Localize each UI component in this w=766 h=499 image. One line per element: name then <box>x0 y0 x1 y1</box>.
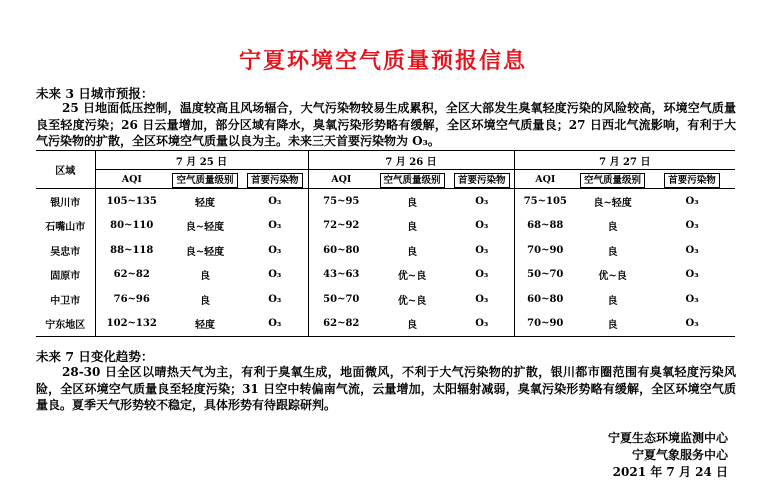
aqi-cell: 62~82 <box>95 263 168 288</box>
table-row <box>36 189 735 214</box>
pollutant-cell: O₃ <box>450 312 514 337</box>
air-quality-table <box>36 150 735 337</box>
signature-date: 2021 年 7 月 24 日 <box>612 465 728 479</box>
pollutant-cell: O₃ <box>475 293 489 305</box>
pollutant-cell: O₃ <box>475 195 489 207</box>
trend-7day-heading: 未来 7 日变化趋势： <box>36 349 154 364</box>
level-cell: 良~轻度 <box>185 246 225 258</box>
level-cell: 优~良 <box>598 271 627 283</box>
region-header: 区域 <box>36 151 95 189</box>
level-cell: 轻度 <box>168 312 242 337</box>
level-cell: 良 <box>407 222 418 234</box>
pollutant-cell: O₃ <box>242 312 308 337</box>
region-cell: 中卫市 <box>50 295 81 307</box>
day-header: 7 月 27 日 <box>514 151 735 170</box>
aqi-cell: 102~132 <box>95 312 168 337</box>
aqi-cell: 80~110 <box>95 214 168 239</box>
aqi-cell: 70~90 <box>514 312 576 337</box>
aqi-cell: 60~80 <box>308 238 374 263</box>
level-cell: 轻度 <box>195 197 215 209</box>
table-row <box>36 287 735 312</box>
table-row <box>36 263 735 288</box>
level-cell: 良 <box>607 246 618 258</box>
signature-org-meteorology: 宁夏气象服务中心 <box>631 448 728 462</box>
aqi-cell: 75~95 <box>308 189 374 214</box>
table-row <box>36 238 735 263</box>
level-cell: 良~轻度 <box>185 222 225 234</box>
forecast-3day-heading: 未来 3 日城市预报： <box>36 86 154 101</box>
pollutant-cell: O₃ <box>268 269 282 281</box>
table-row <box>36 214 735 239</box>
pollutant-header: 首要污染物 <box>649 170 735 189</box>
signature-org-monitoring: 宁夏生态环境监测中心 <box>607 431 728 445</box>
aqi-header: AQI <box>95 170 168 189</box>
level-cell: 良 <box>200 295 210 307</box>
pollutant-cell: O₃ <box>268 293 282 305</box>
pollutant-cell: O₃ <box>268 220 282 232</box>
region-cell: 银川市 <box>50 197 81 209</box>
day-header: 7 月 25 日 <box>95 151 308 170</box>
region-cell: 固原市 <box>50 271 81 283</box>
pollutant-header: 首要污染物 <box>242 170 308 189</box>
level-cell: 良 <box>607 295 618 307</box>
level-cell: 良~轻度 <box>593 197 632 209</box>
pollutant-cell: O₃ <box>475 244 489 256</box>
level-cell: 良 <box>407 246 418 258</box>
aqi-cell: 88~118 <box>95 238 168 263</box>
pollutant-cell: O₃ <box>268 195 282 207</box>
aqi-cell: 50~70 <box>308 287 374 312</box>
level-cell: 优~良 <box>397 295 427 307</box>
region-cell: 宁东地区 <box>36 312 95 337</box>
pollutant-cell: O₃ <box>649 312 735 337</box>
aqi-cell: 105~135 <box>95 189 168 214</box>
aqi-cell: 70~90 <box>514 238 576 263</box>
level-cell: 良 <box>576 312 649 337</box>
aqi-cell: 50~70 <box>514 263 576 288</box>
level-cell: 良 <box>200 271 210 283</box>
aqi-cell: 62~82 <box>308 312 374 337</box>
aqi-cell: 76~96 <box>95 287 168 312</box>
level-header: 空气质量级别 <box>576 170 649 189</box>
region-cell: 吴忠市 <box>50 246 81 258</box>
level-cell: 良 <box>607 222 618 234</box>
pollutant-cell: O₃ <box>685 220 699 232</box>
page-title: 宁夏环境空气质量预报信息 <box>238 48 527 74</box>
pollutant-cell: O₃ <box>685 269 699 281</box>
aqi-cell: 68~88 <box>514 214 576 239</box>
pollutant-cell: O₃ <box>268 244 282 256</box>
aqi-header: AQI <box>308 170 374 189</box>
trend-7day-text: 28-30 日全区以晴热天气为主，有利于臭氧生成，地面微风，不利于大气污染物的扩散，银川都市圈范围有臭氧轻度污染风险，全区环境空气质量良至轻度污染；31 日空中转偏南气流，云量增加，太阳辐射减弱，臭氧污染形势略有缓解，全区环境空气质量良。夏季天气形势较不稳定，具体形势有待跟踪研判。 <box>36 365 736 412</box>
aqi-cell: 72~92 <box>308 214 374 239</box>
level-cell: 优~良 <box>397 271 427 283</box>
level-cell: 良 <box>374 312 450 337</box>
pollutant-cell: O₃ <box>685 293 699 305</box>
level-header: 空气质量级别 <box>374 170 450 189</box>
aqi-header: AQI <box>514 170 576 189</box>
aqi-cell: 75~105 <box>514 189 576 214</box>
aqi-cell: 43~63 <box>308 263 374 288</box>
level-cell: 良 <box>407 197 418 209</box>
table-row <box>36 312 735 337</box>
pollutant-header: 首要污染物 <box>450 170 514 189</box>
aqi-cell: 60~80 <box>514 287 576 312</box>
level-header: 空气质量级别 <box>168 170 242 189</box>
pollutant-cell: O₃ <box>685 195 699 207</box>
day-header: 7 月 26 日 <box>308 151 514 170</box>
pollutant-cell: O₃ <box>685 244 699 256</box>
pollutant-cell: O₃ <box>475 220 489 232</box>
forecast-3day-text: 25 日地面低压控制，温度较高且风场辐合，大气污染物较易生成累积，全区大部发生臭氧轻度污染的风险较高，环境空气质量良至轻度污染；26 日云量增加，部分区域有降水，臭氧污染形势略有缓解，全区环境空气质量良；27 日西北气流影响，有利于大气污染物的扩散，全区环境空气质量以良为主。未来三天首要污染物为 O₃。 <box>36 101 736 148</box>
pollutant-cell: O₃ <box>475 269 489 281</box>
region-cell: 石嘴山市 <box>45 222 86 234</box>
